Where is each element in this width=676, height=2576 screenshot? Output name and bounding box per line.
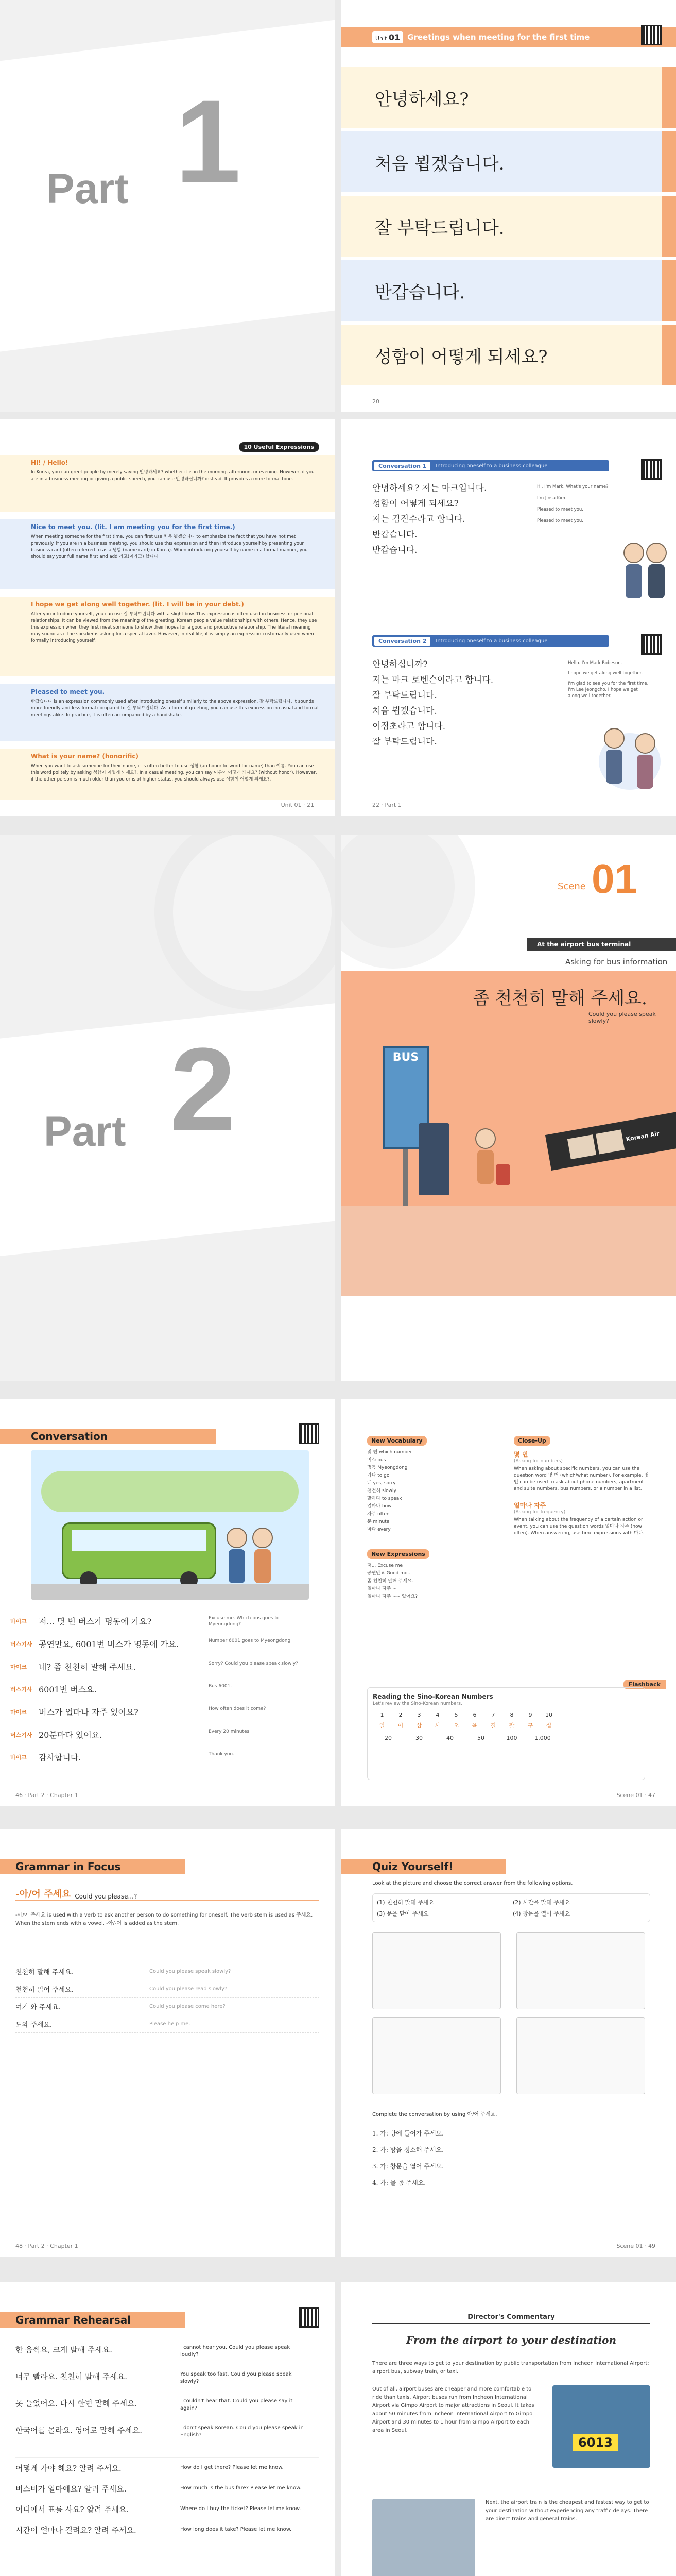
part-word: Part xyxy=(46,165,129,212)
phrase-edge xyxy=(662,260,676,321)
dialogue-line: 성함이 어떻게 되세요? xyxy=(372,499,459,509)
quiz-heading-bar xyxy=(341,1859,506,1874)
bus-window xyxy=(72,1530,206,1551)
reel-decoration xyxy=(341,835,475,969)
rehearsal-ko: 못 들었어요. 다시 한번 말해 주세요. xyxy=(15,2399,137,2408)
tens-cell: 50 xyxy=(477,1735,484,1741)
unit-label: Unit xyxy=(375,35,387,42)
grammar-examples xyxy=(15,1963,319,2033)
dialogue-ko: 6001번 버스요. xyxy=(39,1685,97,1694)
ground xyxy=(341,1206,676,1296)
scene-number: 01 xyxy=(592,856,637,902)
dialogue-list xyxy=(10,1615,319,1774)
grammar-point-row xyxy=(15,1886,319,1901)
closeup-title: Close-Up xyxy=(514,1436,550,1446)
speaker: 마이크 xyxy=(10,1618,27,1625)
expressions-tag: 10 Useful Expressions xyxy=(239,442,319,452)
vocab-box xyxy=(367,1435,501,1538)
dialogue-en: Excuse me. Which bus goes to Myeongdong? xyxy=(209,1616,280,1627)
expression-body: When meeting someone for the first time, you can first use 처음 뵙겠습니다 to emphasize the fact that you have not met previously. If you are in a business meeting, you should use this expression and then introduce yourself by presenting your business card (often referred to as a 명함 (name card) in Korea). When introducing yourself by name in a formal manner, you should say your full name first and add 라고(이라고) 합니다. xyxy=(31,534,308,560)
dialogue-en: Every 20 minutes. xyxy=(209,1729,251,1734)
rehearsal-en: I cannot hear you. Could you please speak loudly? xyxy=(180,2345,290,2358)
korean-number-cell: 육 xyxy=(472,1722,478,1729)
dialogue-line: 처음 뵙겠습니다. xyxy=(372,706,437,716)
dialogue-ko: 버스가 얼마나 자주 있어요? xyxy=(39,1707,138,1717)
conversation-subtitle: Introducing oneself to a business colleague xyxy=(436,463,548,469)
example-en: Could you please read slowly? xyxy=(149,1986,228,1992)
expression-item: 얼마나 자주 ~ xyxy=(367,1586,396,1591)
rehearsal-row xyxy=(15,2519,319,2540)
translation-line: Pleased to meet you. xyxy=(537,507,584,512)
quiz-option[interactable]: (4) 창문을 열어 주세요 xyxy=(513,1910,570,1917)
dialogue-line: 저는 김진수라고 합니다. xyxy=(372,514,465,524)
expression-body: After you introduce yourself, you can use 잘 부탁드립니다 with a slight bow. This expression is often used in business or personal relationships. It can be viewed from the meaning of the greeting. Korean people value relationships with others. Hence, they use this expression when they first meet someone to show their hopes for a good and productive relationship. The literal meaning may sound as if the speaker is asking for a special favor. However, in real life, it is simply an expression customarily used when formally introducing yourself. xyxy=(31,612,317,643)
vocabulary-page xyxy=(341,1399,676,1806)
rehearsal-en: You speak too fast. Could you please speak slowly? xyxy=(180,2371,292,2384)
speaker: 마이크 xyxy=(10,1664,27,1670)
expression-item xyxy=(0,684,335,741)
useful-expressions-page xyxy=(0,419,335,816)
closeup-entry xyxy=(514,1450,653,1493)
driver-illustration xyxy=(227,1528,247,1584)
dialogue-row xyxy=(10,1728,319,1751)
conversation-subtitle: Introducing oneself to a business colleague xyxy=(436,638,548,644)
bus-sign-number: 6013 xyxy=(573,2434,618,2451)
number-cell: 6 xyxy=(473,1711,477,1718)
korean-number-cell: 구 xyxy=(527,1722,533,1729)
translation-line: Hi. I'm Mark. What's your name? xyxy=(537,484,609,489)
translation-line: Hello. I'm Mark Robeson. xyxy=(568,660,622,666)
page-number: 22 · Part 1 xyxy=(372,802,402,808)
dialogue-line: 잘 부탁드립니다. xyxy=(372,690,437,701)
phrase-row xyxy=(341,67,676,128)
quiz-picture xyxy=(372,2017,501,2094)
dialogue-ko: 감사합니다. xyxy=(39,1753,81,1762)
tens-row xyxy=(373,1735,639,1741)
closeup-heading: 얼마나 자주 xyxy=(514,1502,546,1509)
korean-number-cell: 삼 xyxy=(416,1722,422,1729)
phrase-text: 잘 부탁드립니다. xyxy=(375,217,505,239)
commentary-title: From the airport to your destination xyxy=(406,2334,617,2346)
quiz-picture xyxy=(516,2017,645,2094)
rehearsal-heading: Grammar Rehearsal xyxy=(15,2314,131,2326)
rehearsal-row xyxy=(15,2344,319,2371)
closeup-subheading: (Asking for frequency) xyxy=(514,1510,566,1515)
tens-cell: 40 xyxy=(446,1735,454,1741)
phrase-edge xyxy=(662,196,676,257)
rehearsal-ko: 버스비가 얼마예요? 알려 주세요. xyxy=(15,2484,127,2494)
translation-line: I hope we get along well together. xyxy=(568,671,643,676)
korean-number-cell: 오 xyxy=(453,1722,459,1729)
sino-korean-box xyxy=(367,1687,645,1780)
quiz-line: 4. 가: 물 좀 주세요. xyxy=(372,2179,426,2187)
rehearsal-en: I don't speak Korean. Could you please speak in English? xyxy=(180,2425,304,2438)
dialogue-en: Bus 6001. xyxy=(209,1684,232,1689)
grammar-focus-page xyxy=(0,1829,335,2257)
scene-subtitle: Asking for bus information xyxy=(565,957,668,967)
grammar-explanation: -아/어 주세요 is used with a verb to ask another person to do something for oneself. The verb stem is used as 주세요. When the stem ends with a vowel, -아/-어 is added as the stem. xyxy=(15,1912,313,1926)
part-word: Part xyxy=(44,1108,126,1155)
quiz-line: 2. 가: 방을 청소해 주세요. xyxy=(372,2146,444,2154)
phrase-text: 처음 뵙겠습니다. xyxy=(375,153,505,174)
reel-decoration xyxy=(154,835,335,1010)
number-cell: 9 xyxy=(528,1711,532,1718)
conversation-2-translation xyxy=(568,660,650,699)
example-ko: 도와 주세요. xyxy=(15,2021,53,2029)
rehearsal-en: Where do I buy the ticket? Please let me know. xyxy=(180,2506,301,2512)
rehearsal-row xyxy=(15,2371,319,2398)
quiz-picture xyxy=(516,1932,645,2009)
qr-code xyxy=(299,1423,319,1444)
dialogue-line: 반갑습니다. xyxy=(372,545,418,555)
speaker: 버스기사 xyxy=(10,1686,32,1693)
conversation-2-header xyxy=(372,635,609,647)
expression-item xyxy=(0,455,335,512)
page-number: Scene 01 · 49 xyxy=(616,2243,655,2249)
rehearsal-row xyxy=(15,2499,319,2519)
phrase-text: 안녕하세요? xyxy=(375,89,469,110)
korean-number-row xyxy=(373,1721,639,1730)
conversation-1-lines xyxy=(372,481,487,558)
quiz-option[interactable]: (3) 문을 닫아 주세요 xyxy=(377,1910,429,1917)
dialogue-line: 잘 부탁드립니다. xyxy=(372,737,437,747)
page-number: 46 · Part 2 · Chapter 1 xyxy=(15,1792,78,1799)
closeup-heading: 몇 번 xyxy=(514,1451,528,1458)
speaker: 버스기사 xyxy=(10,1641,32,1648)
rehearsal-ko: 한국어를 몰라요. 영어로 말해 주세요. xyxy=(15,2426,142,2435)
vocab-item: 얼마나 how xyxy=(367,1504,392,1509)
rehearsal-ko: 어디에서 표를 사요? 알려 주세요. xyxy=(15,2504,129,2514)
film-caption: Korean Air xyxy=(625,1130,660,1143)
conversation-1-translation xyxy=(537,484,609,524)
rehearsal-en: How long does it take? Please let me know. xyxy=(180,2527,292,2532)
korean-number-cell: 팔 xyxy=(509,1722,515,1729)
tens-cell: 30 xyxy=(415,1735,423,1741)
part-number: 1 xyxy=(175,75,241,208)
vocab-item: 네 yes, sorry xyxy=(367,1481,396,1486)
korean-number-cell: 사 xyxy=(435,1722,441,1729)
airport-bus-photo xyxy=(552,2385,650,2468)
number-cell: 3 xyxy=(417,1711,421,1718)
ticket-kiosk xyxy=(419,1123,449,1195)
phrase-edge xyxy=(662,325,676,385)
number-cell: 2 xyxy=(398,1711,403,1718)
grammar-heading-bar xyxy=(0,1859,185,1874)
scene-label: Scene xyxy=(558,881,586,892)
rehearsal-row xyxy=(15,2478,319,2499)
expression-item: 공연만요 Good mo... xyxy=(367,1571,412,1576)
page-number: Scene 01 · 47 xyxy=(616,1792,655,1799)
unit-header xyxy=(341,27,676,47)
expression-body: 반갑습니다 is an expression commonly used after introducing oneself similarly to the above expression, 잘 부탁드립니다. It sounds more friendly and less formal compared to 잘 부탁드립니다. As a form of greeting, you can use this expression in casual and formal meetings alike. In practice, it is often accompanied by a handshake. xyxy=(31,699,319,718)
expression-item xyxy=(0,597,335,676)
rehearsal-row xyxy=(15,2458,319,2478)
dialogue-ko: 네? 좀 천천히 말해 주세요. xyxy=(39,1662,136,1672)
korean-number-cell: 이 xyxy=(397,1722,404,1729)
translation-line: I'm Jinsu Kim. xyxy=(537,496,567,501)
rehearsal-heading-bar xyxy=(0,2312,185,2328)
suitcase xyxy=(496,1164,510,1185)
page-number: 20 xyxy=(372,398,379,405)
dialogue-row xyxy=(10,1615,319,1638)
number-cell: 10 xyxy=(545,1711,552,1718)
vocab-item: 몇 번 which number xyxy=(367,1450,412,1455)
dialogue-en: How often does it come? xyxy=(209,1706,266,1711)
quiz-page xyxy=(341,1829,676,2257)
speaker: 마이크 xyxy=(10,1754,27,1761)
example-ko: 여기 와 주세요. xyxy=(15,2004,61,2011)
expressions-list xyxy=(367,1562,501,1601)
photo-frame xyxy=(596,1129,625,1154)
phrase-row xyxy=(341,131,676,192)
grammar-heading: Grammar in Focus xyxy=(15,1860,121,1873)
translation-line: Pleased to meet you. xyxy=(537,518,584,523)
pole xyxy=(403,1149,408,1206)
dialogue-row xyxy=(10,1660,319,1683)
rehearsal-ko: 한 음씩요, 크게 말해 주세요. xyxy=(15,2345,112,2354)
dialogue-line: 안녕하세요? 저는 마크입니다. xyxy=(372,483,487,494)
unit-badge xyxy=(372,31,403,43)
page-number: Unit 01 · 21 xyxy=(281,802,314,808)
dialogue-en: Thank you. xyxy=(209,1752,234,1757)
paragraph: Next, the airport train is the cheapest and fastest way to get to your destination without experiencing any traffic delays. There are direct trains and general trains. xyxy=(486,2500,649,2522)
quiz-heading: Quiz Yourself! xyxy=(372,1860,454,1873)
page-number: 48 · Part 2 · Chapter 1 xyxy=(15,2243,78,2249)
dialogue-ko: 공연만요, 6001번 버스가 명동에 가요. xyxy=(39,1639,179,1649)
jeongcho-illustration xyxy=(635,733,655,790)
qr-code xyxy=(641,459,662,480)
expression-title: Pleased to meet you. xyxy=(31,688,105,696)
quiz-instruction-1: Look at the picture and choose the correct answer from the following options. xyxy=(372,1880,573,1886)
airport-platform-photo xyxy=(372,2499,475,2576)
expression-body: When you want to ask someone for their name, it is often better to use 성함 (an honorific word for name) than 이름. You can use this word politely by asking 성함이 어떻게 되세요?. In a casual meeting, you can say 이름이 어떻게 되세요? (without honor). However, if the other person is much older than you or is of higher status, you should always use 성함이 어떻게 되세요?. xyxy=(31,764,317,782)
mark-illustration xyxy=(604,728,625,785)
translation-line: I'm glad to see you for the first time. I'm Lee Jeongcho. I hope we get along well together. xyxy=(568,681,649,699)
ground xyxy=(31,1584,309,1600)
rehearsal-row xyxy=(15,2425,319,2458)
grammar-point-english: Could you please...? xyxy=(75,1893,137,1900)
quiz-option[interactable]: (1) 천천히 말해 주세요 xyxy=(377,1899,435,1906)
vocab-item: 말하다 to speak xyxy=(367,1496,402,1501)
grammar-rehearsal-page xyxy=(0,2282,335,2576)
grammar-point: -아/어 주세요 xyxy=(15,1889,71,1900)
qr-code xyxy=(299,2307,319,2328)
number-cell: 5 xyxy=(454,1711,458,1718)
rehearsal-row xyxy=(15,2398,319,2425)
trees xyxy=(41,1471,299,1512)
part-number: 2 xyxy=(170,1023,236,1156)
expressions-title: New Expressions xyxy=(367,1549,429,1559)
korean-number-cell: 칠 xyxy=(490,1722,496,1729)
expression-title: Hi! / Hello! xyxy=(31,459,68,466)
vocab-item: 가다 to go xyxy=(367,1473,390,1478)
part1-cover-page xyxy=(0,0,335,412)
vocab-item: 버스 bus xyxy=(367,1458,386,1463)
paragraph: There are three ways to get to your destination by public transportation from Incheon International Airport: airport bus, subway train, or taxi. xyxy=(372,2361,649,2375)
conversation-label: Conversation 2 xyxy=(374,637,430,646)
dialogue-row xyxy=(10,1751,319,1774)
closeup-subheading: (Asking for numbers) xyxy=(514,1459,563,1464)
number-cell: 8 xyxy=(510,1711,514,1718)
conversation-heading: Conversation xyxy=(31,1430,108,1443)
qr-code xyxy=(641,25,662,45)
expression-title: Nice to meet you. (lit. I am meeting you for the first time.) xyxy=(31,523,235,531)
expression-title: I hope we get along well together. (lit. I will be in your debt.) xyxy=(31,601,244,608)
speaker: 버스기사 xyxy=(10,1732,32,1738)
example-row xyxy=(15,1998,319,2015)
scene01-opener-page xyxy=(341,835,676,1381)
reading-subtitle: Let's review the Sino-Korean numbers. xyxy=(373,1701,462,1706)
scene-title-english: Could you please speak slowly? xyxy=(588,1011,656,1024)
conversations-page xyxy=(341,419,676,816)
number-row xyxy=(373,1711,639,1718)
conversation-label: Conversation 1 xyxy=(374,462,430,470)
closeup-box xyxy=(514,1435,653,1631)
example-row xyxy=(15,1980,319,1998)
example-en: Could you please speak slowly? xyxy=(149,1969,231,1974)
vocab-item: 명동 Myeongdong xyxy=(367,1465,408,1470)
commentary-tag: Director's Commentary xyxy=(372,2313,650,2324)
directors-commentary-page xyxy=(341,2282,676,2576)
conversation-1-header xyxy=(372,460,609,471)
expression-item: 좀 천천히 말해 주세요. xyxy=(367,1579,413,1584)
conversation-page xyxy=(0,1399,335,1806)
expression-body: In Korea, you can greet people by merely saying 안녕하세요? whether it is in the morning, afternoon, or evening. However, if you are in a business meeting or giving a public speech, you can use 안녕하십니까? instead. It provides a more formal tone. xyxy=(31,470,315,482)
rehearsal-list xyxy=(15,2344,319,2540)
phrase-row xyxy=(341,325,676,385)
closeup-entry xyxy=(514,1501,653,1537)
vocab-item: 마다 every xyxy=(367,1527,391,1532)
tens-cell: 100 xyxy=(506,1735,517,1741)
quiz-options xyxy=(372,1893,650,1922)
quiz-line: 1. 가: 방에 들어가 주세요. xyxy=(372,2130,444,2137)
dialogue-line: 안녕하십니까? xyxy=(372,659,428,670)
flashback-tag: Flashback xyxy=(623,1680,666,1689)
mike-illustration xyxy=(252,1528,273,1584)
rehearsal-ko: 너무 빨라요. 천천히 말해 주세요. xyxy=(15,2372,127,2381)
quiz-picture xyxy=(372,1932,501,2009)
bus-sign: BUS xyxy=(392,1051,419,1064)
number-cell: 1 xyxy=(380,1711,384,1718)
closeup-body: When asking about specific numbers, you can use the question word 몇 번 (which/what number). For example, 몇 번 can be used to ask about phone numbers, apartment and suite numbers, bus numbers, or a number in a list. xyxy=(514,1466,649,1492)
vocab-item: 자주 often xyxy=(367,1512,390,1517)
expression-title: What is your name? (honorific) xyxy=(31,753,138,760)
korean-number-cell: 십 xyxy=(546,1722,552,1729)
phrase-edge xyxy=(662,131,676,192)
paragraph: Out of all, airport buses are cheaper and more comfortable to ride than taxis. Airport buses run from Incheon International Airport via Gimpo Airport to major attractions in Seoul. It takes about 50 minutes from Incheon International Airport to Gimpo Airport and 30 minutes to 1 hour from Gimpo Airport to each area in Seoul. xyxy=(372,2386,534,2433)
vocab-list xyxy=(367,1449,501,1534)
expression-item xyxy=(0,519,335,589)
vocab-item: 분 minute xyxy=(367,1519,390,1524)
dialogue-ko: 저... 몇 번 버스가 명동에 가요? xyxy=(39,1617,152,1626)
expressions-box xyxy=(367,1548,501,1625)
quiz-conversation-list xyxy=(372,2125,650,2191)
korean-number-cell: 일 xyxy=(379,1722,385,1729)
dialogue-ko: 20분마다 있어요. xyxy=(39,1730,102,1740)
example-en: Please help me. xyxy=(149,2021,190,2027)
unit01-phrases-page xyxy=(341,0,676,412)
phrase-row xyxy=(341,260,676,321)
dialogue-line: 이정초라고 합니다. xyxy=(372,721,446,732)
dialogue-row xyxy=(10,1638,319,1660)
conversation-heading-bar xyxy=(0,1429,216,1444)
scene-title: 좀 천천히 말해 주세요. xyxy=(473,988,647,1009)
conversation-2-lines xyxy=(372,657,493,750)
number-cell: 4 xyxy=(436,1711,440,1718)
rehearsal-en: I couldn't hear that. Could you please say it again? xyxy=(180,2398,293,2411)
dialogue-en: Number 6001 goes to Myeongdong. xyxy=(209,1638,292,1643)
part2-cover-page xyxy=(0,835,335,1381)
example-en: Could you please come here? xyxy=(149,2004,226,2009)
example-row xyxy=(15,1963,319,1980)
expression-item: 저... Excuse me xyxy=(367,1563,403,1568)
quiz-instruction-2: Complete the conversation by using 아/어 주세요. xyxy=(372,2112,497,2117)
jinsu-illustration xyxy=(646,543,667,599)
speaker: 마이크 xyxy=(10,1709,27,1716)
photo-frame xyxy=(567,1134,596,1159)
expression-item xyxy=(0,749,335,800)
example-ko: 천천히 읽어 주세요. xyxy=(15,1986,74,1994)
unit-number: 01 xyxy=(388,32,401,42)
phrase-text: 반갑습니다. xyxy=(375,282,465,303)
phrase-edge xyxy=(662,67,676,128)
location-rail: At the airport bus terminal xyxy=(527,938,676,951)
quiz-option[interactable]: (2) 시간을 말해 주세요 xyxy=(513,1899,570,1906)
vocab-item: 천천히 slowly xyxy=(367,1488,396,1494)
dialogue-en: Sorry? Could you please speak slowly? xyxy=(209,1661,298,1666)
tens-cell: 1,000 xyxy=(534,1735,551,1741)
mark-illustration xyxy=(623,543,644,599)
rehearsal-ko: 시간이 얼마나 걸려요? 알려 주세요. xyxy=(15,2525,136,2535)
phrase-text: 성함이 어떻게 되세요? xyxy=(375,346,548,367)
conversation-illustration xyxy=(31,1450,309,1600)
mike-illustration xyxy=(475,1128,496,1185)
dialogue-line: 저는 마크 로벤슨이라고 합니다. xyxy=(372,675,494,685)
vocab-title: New Vocabulary xyxy=(367,1436,427,1446)
dialogue-row xyxy=(10,1706,319,1728)
dialogue-line: 반갑습니다. xyxy=(372,530,418,540)
rehearsal-ko: 어떻게 가야 해요? 알려 주세요. xyxy=(15,2463,122,2473)
number-cell: 7 xyxy=(491,1711,495,1718)
tens-cell: 20 xyxy=(385,1735,392,1741)
reading-title: Reading the Sino-Korean Numbers xyxy=(373,1693,493,1700)
expression-item: 얼마나 자주 ~~ 있어요? xyxy=(367,1594,418,1599)
quiz-line: 3. 가: 창문을 열어 주세요. xyxy=(372,2163,444,2170)
example-ko: 천천히 말해 주세요. xyxy=(15,1969,74,1976)
unit-title: Greetings when meeting for the first time xyxy=(407,32,590,42)
rehearsal-en: How do I get there? Please let me know. xyxy=(180,2465,284,2470)
closeup-body: When talking about the frequency of a certain action or event, you can use the question words 얼마나 자주 (how often). When answering, use time expressions with 마다. xyxy=(514,1517,645,1536)
rehearsal-en: How much is the bus fare? Please let me know. xyxy=(180,2485,302,2491)
example-row xyxy=(15,2015,319,2033)
qr-code xyxy=(641,634,662,655)
phrase-row xyxy=(341,196,676,257)
dialogue-row xyxy=(10,1683,319,1706)
